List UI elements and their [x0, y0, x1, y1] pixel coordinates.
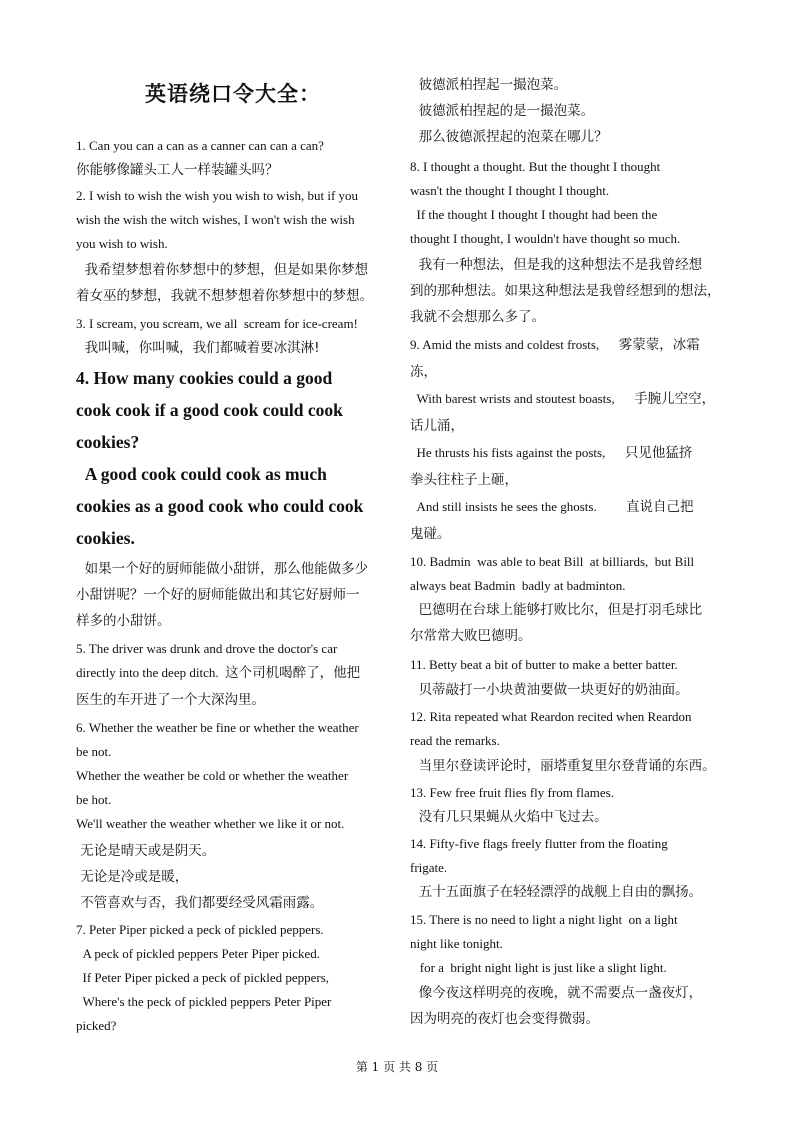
english-paragraph: 15. There is no need to light a night light on a light night like tonight. for a bright night light is just like a slight light. [410, 912, 678, 975]
text-line-mixed [410, 333, 735, 357]
english-paragraph: 2. I wish to wish the wish you wish to wish, but if you wish the wish the witch wishes, I won't wish the wish you wish to wish. [76, 188, 359, 251]
english-paragraph: 6. Whether the weather be fine or whether the weather be not. Whether the weather be cold or whether the weather be hot. We'll weather the weather whether we like it or not. [76, 720, 359, 831]
chinese-text: 直说自己把 [625, 499, 694, 515]
english-text: With barest wrists and stoutest boasts, [410, 391, 635, 406]
english-text: He thrusts his fists against the posts, [410, 445, 625, 460]
english-text: And still insists he sees the ghosts. [410, 499, 626, 514]
document-title: 英语绕口令大全： [145, 82, 321, 106]
text-line-mixed [76, 661, 386, 685]
chinese-paragraph: 像今夜这样明亮的夜晚，就不需要点一盏夜灯， 因为明亮的夜灯也会变得微弱。 [410, 985, 703, 1027]
chinese-paragraph: 我希望梦想着你梦想中的梦想，但是如果你梦想 着女巫的梦想，我就不想梦想着你梦想中的梦想。 [76, 262, 373, 304]
english-paragraph: 10. Badmin was able to beat Bill at billiards, but Bill always beat Badmin badly at badminton. [410, 554, 695, 593]
chinese-paragraph: 无论是晴天或是阴天。 无论是冷或是暖， 不管喜欢与否，我们都要经受风霜雨露。 [80, 843, 324, 911]
chinese-paragraph: 我有一种想法，但是我的这种想法不是我曾经想 到的那种想法。如果这种想法是我曾经想到的想法， 我就不会想那么多了。 [410, 257, 721, 325]
english-paragraph: 8. I thought a thought. But the thought I thought wasn't the thought I thought I thought. If the thought I thought I thought had been the thought I thought, I wouldn't have thought so much. [410, 159, 681, 246]
english-paragraph: 13. Few free fruit flies fly from flames. [410, 785, 614, 800]
chinese-paragraph: 当里尔登读评论时，丽塔重复里尔登背诵的东西。 [410, 758, 716, 774]
english-text: 9. Amid the mists and coldest frosts, [410, 337, 619, 352]
chinese-paragraph: 如果一个好的厨师能做小甜饼，那么他能做多少 小甜饼呢？一个好的厨师能做出和其它好厨师一 样多的小甜饼。 [76, 561, 369, 629]
text-line-mixed [410, 495, 735, 519]
chinese-paragraph: 你能够像罐头工人一样装罐头吗？ [76, 162, 279, 178]
chinese-text: 这个司机喝醉了，他把 [225, 665, 361, 681]
page-footer: 第 1 页 共 8 页 [355, 1060, 439, 1074]
english-paragraph: 14. Fifty-five flags freely flutter from the floating frigate. [410, 836, 668, 875]
chinese-paragraph: 我叫喊，你叫喊，我们都喊着要冰淇淋! [76, 340, 320, 356]
text-line-mixed [410, 441, 735, 465]
english-paragraph: 11. Betty beat a bit of butter to make a better batter. [410, 657, 678, 672]
chinese-text: 手腕儿空空， [634, 391, 716, 407]
english-paragraph: 3. I scream, you scream, we all scream for ice-cream! [76, 316, 358, 331]
english-paragraph: 5. The driver was drunk and drove the doctor's car [76, 641, 338, 656]
chinese-paragraph: 彼德派柏捏起一撮泡菜。 彼德派柏捏起的是一撮泡菜。 那么彼德派捏起的泡菜在哪儿？ [418, 77, 608, 145]
chinese-text: 只见他猛挤 [624, 445, 693, 461]
chinese-paragraph: 医生的车开进了一个大深沟里。 [76, 692, 265, 708]
english-text: directly into the deep ditch. [76, 665, 226, 680]
chinese-paragraph: 五十五面旗子在轻轻漂浮的战舰上自由的飘扬。 [410, 884, 703, 900]
chinese-paragraph: 巴德明在台球上能够打败比尔，但是打羽毛球比 尔常常大败巴德明。 [410, 602, 703, 644]
english-paragraph: 7. Peter Piper picked a peck of pickled peppers. A peck of pickled peppers Peter Piper picked. If Peter Piper picked a peck of pickled peppers, Where's the peck of pickled peppers Peter Piper picked? [76, 922, 332, 1033]
english-paragraph: 1. Can you can a can as a canner can can a can? [76, 138, 324, 153]
chinese-text: 雾蒙蒙，冰霜 [618, 337, 700, 353]
chinese-paragraph: 贝蒂敲打一小块黄油要做一块更好的奶油面。 [410, 682, 689, 698]
chinese-paragraph: 冻， [410, 364, 437, 380]
english-paragraph: 12. Rita repeated what Reardon recited when Reardon read the remarks. [410, 709, 692, 748]
chinese-paragraph: 话儿涌， [410, 418, 464, 434]
chinese-paragraph: 没有几只果蝇从火焰中飞过去。 [410, 809, 608, 825]
text-line-mixed [410, 387, 735, 411]
chinese-paragraph: 拳头往柱子上砸， [410, 472, 518, 488]
chinese-paragraph: 鬼碰。 [410, 526, 451, 542]
bold-english-paragraph: 4. How many cookies could a good cook cook if a good cook could cook cookies? A good cook could cook as much cookies as a good cook who could cook cookies. [76, 368, 364, 548]
